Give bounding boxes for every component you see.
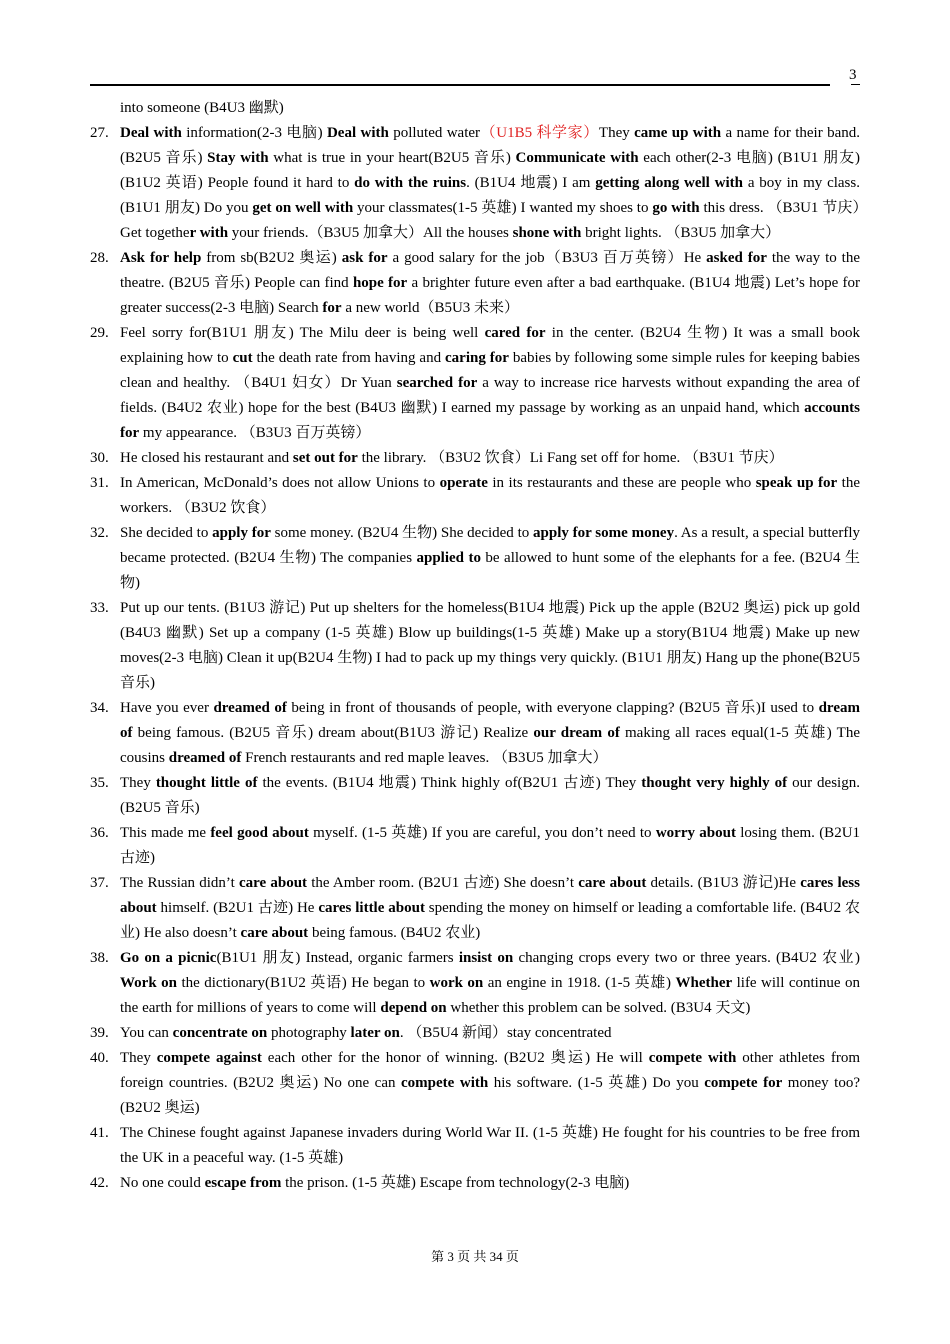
phrase-highlight: dream of bbox=[120, 700, 860, 741]
text-run: from sb(B2U2 奥运) bbox=[201, 250, 342, 266]
phrase-highlight: compete with bbox=[648, 1050, 737, 1066]
text-run: this dress. （B3U1 节庆）Get togethe bbox=[120, 200, 861, 241]
phrase-highlight: hope for bbox=[352, 275, 408, 291]
text-run: The Chinese fought against Japanese invaders during World War II. (1-5 英雄) He fought for his countries to be free from the UK in a peaceful way. (1-5 英雄) bbox=[120, 1125, 860, 1166]
text-run: the events. (B1U4 地震) Think highly of(B2U1 古迹) They bbox=[257, 775, 642, 791]
phrase-highlight: set out for bbox=[292, 450, 358, 466]
phrase-highlight: thought very highly of bbox=[641, 775, 788, 791]
list-item bbox=[90, 446, 860, 471]
phrase-highlight: came up with bbox=[634, 125, 722, 141]
list-item bbox=[90, 246, 860, 321]
text-run: （U1B5 科学家） bbox=[480, 125, 599, 141]
phrase-highlight: feel good about bbox=[210, 825, 309, 841]
phrase-highlight: asked for bbox=[706, 250, 767, 266]
phrase-highlight: operate bbox=[439, 475, 488, 491]
text-run: the dictionary(B1U2 英语) He began to bbox=[176, 975, 430, 991]
text-run: making all races equal(1-5 英雄) The cousins bbox=[120, 725, 860, 766]
text-run: the death rate from having and bbox=[252, 350, 445, 366]
header-rule bbox=[90, 84, 830, 86]
text-run: a way to increase rice harvests without expanding the area of fields. (B4U2 农业) hope for the best (B4U3 幽默) I earned my passage by working as an unpaid hand, which bbox=[120, 375, 860, 416]
text-run: your friends.（B3U5 加拿大）All the houses bbox=[228, 225, 513, 241]
phrase-highlight: go with bbox=[652, 200, 700, 216]
text-run: photography bbox=[267, 1025, 351, 1041]
phrase-highlight: Stay with bbox=[207, 150, 269, 166]
text-run: each other for the honor of winning. (B2U2 奥运) He will bbox=[261, 1050, 649, 1066]
item-number: 37. bbox=[90, 875, 109, 891]
phrase-highlight: Communicate with bbox=[515, 150, 639, 166]
phrase-highlight: Ask for help bbox=[120, 250, 202, 266]
item-number: 40. bbox=[90, 1050, 109, 1066]
item-number: 42. bbox=[90, 1175, 109, 1191]
phrase-highlight: do with the ruins bbox=[354, 175, 467, 191]
text-run: French restaurants and red maple leaves. （B3U5 加拿大） bbox=[241, 750, 608, 766]
text-run: the workers. （B3U2 饮食） bbox=[120, 475, 860, 516]
item-number: 28. bbox=[90, 250, 109, 266]
item-number: 35. bbox=[90, 775, 109, 791]
document-body bbox=[90, 96, 860, 1196]
text-run: whether this problem can be solved. (B3U4 天文) bbox=[446, 1000, 751, 1016]
text-run: what is true in your heart(B2U5 音乐) bbox=[268, 150, 516, 166]
phrase-highlight: insist on bbox=[458, 950, 514, 966]
text-run: an engine in 1918. (1-5 英雄) bbox=[483, 975, 676, 991]
phrase-highlight: compete for bbox=[704, 1075, 783, 1091]
item-number: 27. bbox=[90, 125, 109, 141]
item-number: 31. bbox=[90, 475, 109, 491]
list-item bbox=[90, 871, 860, 946]
text-run: being in front of thousands of people, with everyone clapping? (B2U5 音乐)I used to bbox=[286, 700, 819, 716]
phrase-highlight: Deal with bbox=[120, 125, 182, 141]
phrase-highlight: Whether bbox=[675, 975, 733, 991]
text-run: being famous. (B2U5 音乐) dream about(B1U3 游记) Realize bbox=[132, 725, 534, 741]
phrase-highlight: care about bbox=[238, 875, 308, 891]
list-item bbox=[90, 821, 860, 871]
text-run: changing crops every two or three years. (B4U2 农业) bbox=[513, 950, 860, 966]
text-run: his software. (1-5 英雄) Do you bbox=[488, 1075, 705, 1091]
phrase-highlight: work on bbox=[429, 975, 484, 991]
phrase-highlight: compete against bbox=[156, 1050, 262, 1066]
text-run: the way to the theatre. (B2U5 音乐) People can find bbox=[120, 250, 861, 291]
text-run: money too? (B2U2 奥运) bbox=[120, 1075, 860, 1116]
phrase-highlight: caring for bbox=[445, 350, 509, 366]
list-item bbox=[90, 1021, 860, 1046]
phrase-highlight: Deal with bbox=[326, 125, 389, 141]
page-number: 3 bbox=[849, 67, 857, 83]
phrase-highlight: compete with bbox=[401, 1075, 489, 1091]
text-run: spending the money on himself or leading a comfortable life. (B4U2 农业) He also doesn’t bbox=[120, 900, 860, 941]
list-item bbox=[90, 946, 860, 1021]
text-run: . (B1U4 地震) I am bbox=[466, 175, 596, 191]
phrase-highlight: get on well with bbox=[252, 200, 354, 216]
text-run: You can bbox=[120, 1025, 173, 1041]
phrase-highlight: care about bbox=[240, 925, 309, 941]
item-number: 41. bbox=[90, 1125, 109, 1141]
text-run: be allowed to hunt some of the elephants for a fee. (B2U4 生物) bbox=[120, 550, 860, 591]
text-run: in its restaurants and these are people who bbox=[487, 475, 756, 491]
text-run: into someone (B4U3 幽默) bbox=[120, 100, 284, 116]
phrase-highlight: cares less about bbox=[120, 875, 860, 916]
text-run: They bbox=[120, 1050, 157, 1066]
list-item bbox=[90, 321, 860, 446]
phrase-highlight: care about bbox=[578, 875, 647, 891]
text-run: bright lights. （B3U5 加拿大） bbox=[581, 225, 781, 241]
text-run: being famous. (B4U2 农业) bbox=[308, 925, 481, 941]
text-run: . （B5U4 新闻）stay concentrated bbox=[399, 1025, 612, 1041]
text-run: some money. (B2U4 生物) She decided to bbox=[270, 525, 534, 541]
text-run: (B1U1 朋友) Instead, organic farmers bbox=[216, 950, 459, 966]
text-run: She decided to bbox=[120, 525, 213, 541]
list-item bbox=[90, 121, 860, 246]
phrase-highlight: cut bbox=[232, 350, 253, 366]
text-run: information(2-3 电脑) bbox=[181, 125, 327, 141]
item-number: 34. bbox=[90, 700, 109, 716]
item-number: 29. bbox=[90, 325, 109, 341]
text-run: a good salary for the job（B3U3 百万英镑）He bbox=[387, 250, 707, 266]
text-run: They bbox=[598, 125, 635, 141]
phrase-highlight: accounts for bbox=[120, 400, 860, 441]
text-run: babies by following some simple rules for keeping babies clean and healthy. （B4U1 妇女）Dr Yuan bbox=[120, 350, 860, 391]
phrase-highlight: apply for bbox=[212, 525, 271, 541]
text-run: the prison. (1-5 英雄) Escape from technology(2-3 电脑) bbox=[281, 1175, 630, 1191]
text-run: my appearance. （B3U3 百万英镑） bbox=[139, 425, 371, 441]
text-run: each other(2-3 电脑) (B1U1 朋友) (B1U2 英语) People found it hard to bbox=[120, 150, 861, 191]
list-item bbox=[90, 771, 860, 821]
continuation-text bbox=[90, 96, 860, 121]
item-number: 36. bbox=[90, 825, 109, 841]
phrase-highlight: our dream of bbox=[533, 725, 620, 741]
list-item bbox=[90, 596, 860, 696]
phrase-highlight: cared for bbox=[484, 325, 546, 341]
text-run: losing them. (B2U1 古迹) bbox=[120, 825, 861, 866]
item-number: 38. bbox=[90, 950, 109, 966]
phrase-highlight: speak up for bbox=[755, 475, 838, 491]
text-run: The Russian didn’t bbox=[120, 875, 239, 891]
text-run: polluted water bbox=[388, 125, 481, 141]
text-run: in the center. (B2U4 生物) It was a small book explaining how to bbox=[120, 325, 860, 366]
phrase-highlight: ask for bbox=[341, 250, 388, 266]
text-run: Have you ever bbox=[120, 700, 214, 716]
phrase-highlight: getting along well with bbox=[595, 175, 743, 191]
phrase-highlight: depend on bbox=[380, 1000, 447, 1016]
text-run: other athletes from foreign countries. (B2U2 奥运) No one can bbox=[120, 1050, 860, 1091]
text-run: In American, McDonald’s does not allow Unions to bbox=[120, 475, 440, 491]
text-run: . As a result, a special butterfly became protected. (B2U4 生物) The companies bbox=[120, 525, 860, 566]
phrase-highlight: worry about bbox=[655, 825, 736, 841]
text-run: He closed his restaurant and bbox=[120, 450, 293, 466]
text-run: myself. (1-5 英雄) If you are careful, you don’t need to bbox=[308, 825, 656, 841]
text-run: This made me bbox=[120, 825, 211, 841]
phrase-highlight: cares little about bbox=[318, 900, 425, 916]
phrase-highlight: dreamed of bbox=[213, 700, 287, 716]
text-run: Feel sorry for(B1U1 朋友) The Milu deer is being well bbox=[120, 325, 485, 341]
text-run: Put up our tents. (B1U3 游记) Put up shelters for the homeless(B1U4 地震) Pick up the apple (B2U2 奥运) pick up gold (B4U3 幽默) Set up a company (1-5 英雄) Blow up buildings(1-5 英雄) Make up a story(B1U4 地震) Make up new moves(2-3 电脑) Clean it up(B2U4 生物) I had to pack up my things very quickly. (B1U1 朋友) Hang up the phone(B2U5 音乐) bbox=[120, 600, 860, 691]
phrase-highlight: for bbox=[322, 300, 342, 316]
text-run: No one could bbox=[120, 1175, 205, 1191]
text-run: your classmates(1-5 英雄) I wanted my shoes to bbox=[353, 200, 653, 216]
page-footer: 第 3 页 共 34 页 bbox=[431, 1249, 519, 1264]
text-run: a brighter future even after a bad earthquake. (B1U4 地震) Let’s hope for greater success(2-3 电脑) Search bbox=[120, 275, 860, 316]
phrase-highlight: searched for bbox=[396, 375, 478, 391]
text-run: the library. （B3U2 饮食）Li Fang set off for home. （B3U1 节庆） bbox=[357, 450, 784, 466]
phrase-highlight: later on bbox=[350, 1025, 400, 1041]
phrase-highlight: Work on bbox=[120, 975, 177, 991]
phrase-highlight: Go on a picnic bbox=[120, 950, 217, 966]
phrase-highlight: concentrate on bbox=[172, 1025, 268, 1041]
list-item bbox=[90, 471, 860, 521]
phrase-highlight: escape from bbox=[204, 1175, 282, 1191]
phrase-highlight: dreamed of bbox=[168, 750, 242, 766]
text-run: the Amber room. (B2U1 古迹) She doesn’t bbox=[307, 875, 579, 891]
item-number: 39. bbox=[90, 1025, 109, 1041]
text-run: a new world（B5U3 未来） bbox=[341, 300, 520, 316]
phrase-highlight: apply for some money bbox=[533, 525, 675, 541]
text-run: a name for their band. (B2U5 音乐) bbox=[120, 125, 860, 166]
list-item bbox=[90, 1121, 860, 1171]
item-number: 30. bbox=[90, 450, 109, 466]
text-run: a boy in my class. (B1U1 朋友) Do you bbox=[120, 175, 860, 216]
text-run: himself. (B2U1 古迹) He bbox=[156, 900, 319, 916]
text-run: our design. (B2U5 音乐) bbox=[120, 775, 860, 816]
phrase-highlight: shone with bbox=[512, 225, 582, 241]
phrase-highlight: applied to bbox=[416, 550, 481, 566]
page-number-underline bbox=[851, 84, 860, 85]
list-item bbox=[90, 696, 860, 771]
text-run: They bbox=[120, 775, 156, 791]
item-number: 33. bbox=[90, 600, 109, 616]
list-item bbox=[90, 521, 860, 596]
item-number: 32. bbox=[90, 525, 109, 541]
text-run: life will continue on the earth for millions of years to come will bbox=[120, 975, 860, 1016]
list-item bbox=[90, 1046, 860, 1121]
list-item bbox=[90, 1171, 860, 1196]
text-run: details. (B1U3 游记)He bbox=[646, 875, 801, 891]
phrase-highlight: thought little of bbox=[155, 775, 258, 791]
phrase-highlight: r with bbox=[189, 225, 229, 241]
